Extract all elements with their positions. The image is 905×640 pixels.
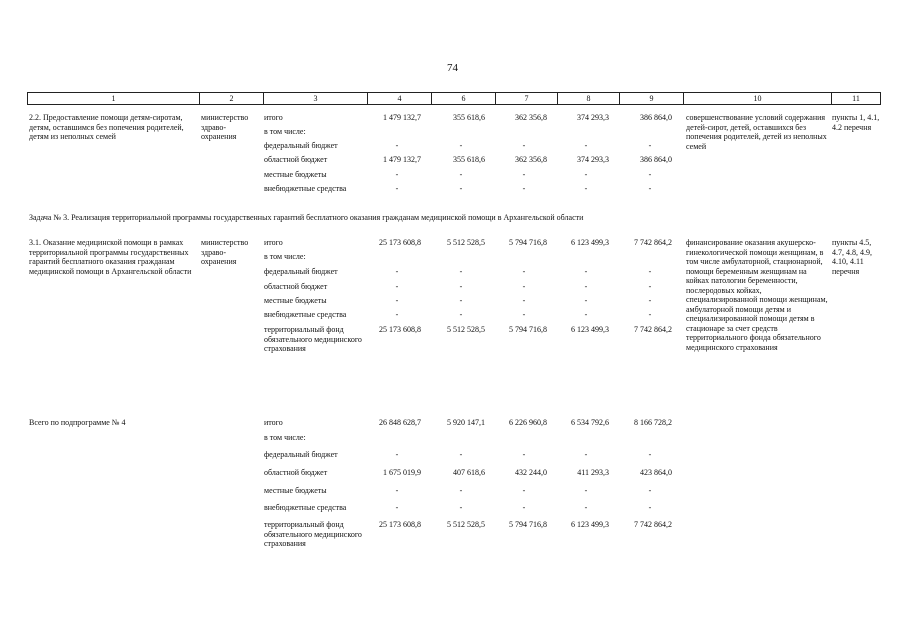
source-federal: федеральный бюджет [264, 267, 338, 276]
col-header-1: 1 [28, 93, 200, 105]
dash: - [395, 450, 399, 459]
source-offbudget: внебюджетные средства [264, 310, 347, 319]
total-col6: 5 512 528,5 [447, 238, 485, 247]
source-total: итого [264, 238, 283, 247]
source-federal: федеральный бюджет [264, 450, 338, 459]
dash: - [395, 267, 399, 276]
regional-col9: 386 864,0 [640, 155, 672, 164]
dash: - [648, 310, 652, 319]
dash: - [648, 503, 652, 512]
total-col4: 26 848 628,7 [379, 418, 421, 427]
regional-col7: 432 244,0 [515, 468, 547, 477]
fund-col7: 5 794 716,8 [509, 520, 547, 529]
source-local: местные бюджеты [264, 170, 327, 179]
dash: - [584, 503, 588, 512]
col-header-8: 8 [558, 93, 620, 105]
source-regional: областной бюджет [264, 155, 328, 164]
fund-col9: 7 742 864,2 [634, 520, 672, 529]
dash: - [584, 282, 588, 291]
total-col4: 1 479 132,7 [383, 113, 421, 122]
col-header-10: 10 [684, 93, 832, 105]
list-items: пункты 4.5, 4.7, 4.8, 4.9, 4.10, 4.11 перечня [832, 238, 872, 276]
source-including: в том числе: [264, 252, 306, 261]
dash: - [648, 282, 652, 291]
source-local: местные бюджеты [264, 296, 327, 305]
source-oms-fund: территориальный фонд обязательного медицинского страхования [264, 325, 362, 353]
fund-col4: 25 173 608,8 [379, 520, 421, 529]
dash: - [459, 170, 463, 179]
dash: - [522, 141, 526, 150]
dash: - [522, 170, 526, 179]
dash: - [522, 310, 526, 319]
col-header-2: 2 [200, 93, 264, 105]
dash: - [459, 184, 463, 193]
regional-col4: 1 479 132,7 [383, 155, 421, 164]
dash: - [522, 450, 526, 459]
task-heading: Задача № 3. Реализация территориальной программы государственных гарантий бесплатного оказания гражданам медицинской помощи в Архангельской области [29, 213, 584, 222]
dash: - [459, 141, 463, 150]
dash: - [395, 310, 399, 319]
dash: - [584, 296, 588, 305]
source-regional: областной бюджет [264, 282, 328, 291]
dash: - [584, 170, 588, 179]
total-col9: 7 742 864,2 [634, 238, 672, 247]
dash: - [459, 282, 463, 291]
dash: - [648, 267, 652, 276]
regional-col6: 407 618,6 [453, 468, 485, 477]
total-col9: 386 864,0 [640, 113, 672, 122]
total-col7: 5 794 716,8 [509, 238, 547, 247]
fund-col4: 25 173 608,8 [379, 325, 421, 334]
dash: - [522, 184, 526, 193]
fund-col8: 6 123 499,3 [571, 325, 609, 334]
measure-title: 3.1. Оказание медицинской помощи в рамках территориальной программы государственных гарантий бесплатного оказания гражданам медицинской помощи в Архангельской области [29, 238, 192, 276]
total-title: Всего по подпрограмме № 4 [29, 418, 126, 427]
total-col8: 6 534 792,6 [571, 418, 609, 427]
source-regional: областной бюджет [264, 468, 328, 477]
regional-col8: 411 293,3 [577, 468, 609, 477]
dash: - [522, 296, 526, 305]
dash: - [648, 486, 652, 495]
dash: - [395, 282, 399, 291]
dash: - [395, 296, 399, 305]
dash: - [522, 282, 526, 291]
total-col8: 374 293,3 [577, 113, 609, 122]
regional-col8: 374 293,3 [577, 155, 609, 164]
total-col7: 362 356,8 [515, 113, 547, 122]
dash: - [648, 296, 652, 305]
column-number-header [27, 92, 881, 105]
fund-col7: 5 794 716,8 [509, 325, 547, 334]
source-offbudget: внебюджетные средства [264, 503, 347, 512]
fund-col6: 5 512 528,5 [447, 520, 485, 529]
regional-col7: 362 356,8 [515, 155, 547, 164]
dash: - [584, 141, 588, 150]
dash: - [522, 503, 526, 512]
dash: - [584, 450, 588, 459]
source-local: местные бюджеты [264, 486, 327, 495]
source-total: итого [264, 113, 283, 122]
col-header-6: 6 [432, 93, 496, 105]
fund-col9: 7 742 864,2 [634, 325, 672, 334]
dash: - [648, 141, 652, 150]
list-items: пункты 1, 4.1, 4.2 перечня [832, 113, 880, 132]
source-offbudget: внебюджетные средства [264, 184, 347, 193]
source-including: в том числе: [264, 127, 306, 136]
dash: - [459, 450, 463, 459]
dash: - [522, 267, 526, 276]
executor: министерство здраво-охранения [201, 113, 249, 141]
dash: - [648, 450, 652, 459]
measure-title: 2.2. Предоставление помощи детям-сиротам, детям, оставшимся без попечения родителей, детям из неполных семей [29, 113, 184, 141]
source-oms-fund: территориальный фонд обязательного медицинского страхования [264, 520, 362, 548]
page-number: 74 [447, 62, 458, 74]
total-col6: 5 920 147,1 [447, 418, 485, 427]
fund-col8: 6 123 499,3 [571, 520, 609, 529]
total-col4: 25 173 608,8 [379, 238, 421, 247]
dash: - [648, 184, 652, 193]
dash: - [459, 503, 463, 512]
col-header-7: 7 [496, 93, 558, 105]
dash: - [395, 141, 399, 150]
dash: - [584, 267, 588, 276]
dash: - [395, 184, 399, 193]
total-col9: 8 166 728,2 [634, 418, 672, 427]
source-including: в том числе: [264, 433, 306, 442]
dash: - [395, 503, 399, 512]
col-header-11: 11 [832, 93, 881, 105]
total-col6: 355 618,6 [453, 113, 485, 122]
fund-col6: 5 512 528,5 [447, 325, 485, 334]
expected-result: финансирование оказания акушерско-гинекологической помощи женщинам, в том числе амбулаторной, стационарной, помощи беременным женщинам на койках патологии беременности, послеродовых койках, специализированной помощи женщинам, амбулаторной помощи детям и специализированной помощи детям в стационаре за счет средств территориального фонда обязательного медицинского страхования [686, 238, 828, 352]
expected-result: совершенствование условий содержания детей-сирот, детей, оставшихся без попечения родителей, детей из неполных семей [686, 113, 827, 151]
col-header-9: 9 [620, 93, 684, 105]
total-col7: 6 226 960,8 [509, 418, 547, 427]
executor: министерство здраво-охранения [201, 238, 249, 266]
dash: - [584, 310, 588, 319]
source-total: итого [264, 418, 283, 427]
dash: - [395, 170, 399, 179]
dash: - [459, 267, 463, 276]
dash: - [459, 486, 463, 495]
col-header-4: 4 [368, 93, 432, 105]
dash: - [584, 486, 588, 495]
dash: - [648, 170, 652, 179]
dash: - [584, 184, 588, 193]
regional-col4: 1 675 019,9 [383, 468, 421, 477]
dash: - [459, 296, 463, 305]
total-col8: 6 123 499,3 [571, 238, 609, 247]
dash: - [459, 310, 463, 319]
regional-col9: 423 864,0 [640, 468, 672, 477]
regional-col6: 355 618,6 [453, 155, 485, 164]
dash: - [522, 486, 526, 495]
dash: - [395, 486, 399, 495]
col-header-3: 3 [264, 93, 368, 105]
source-federal: федеральный бюджет [264, 141, 338, 150]
